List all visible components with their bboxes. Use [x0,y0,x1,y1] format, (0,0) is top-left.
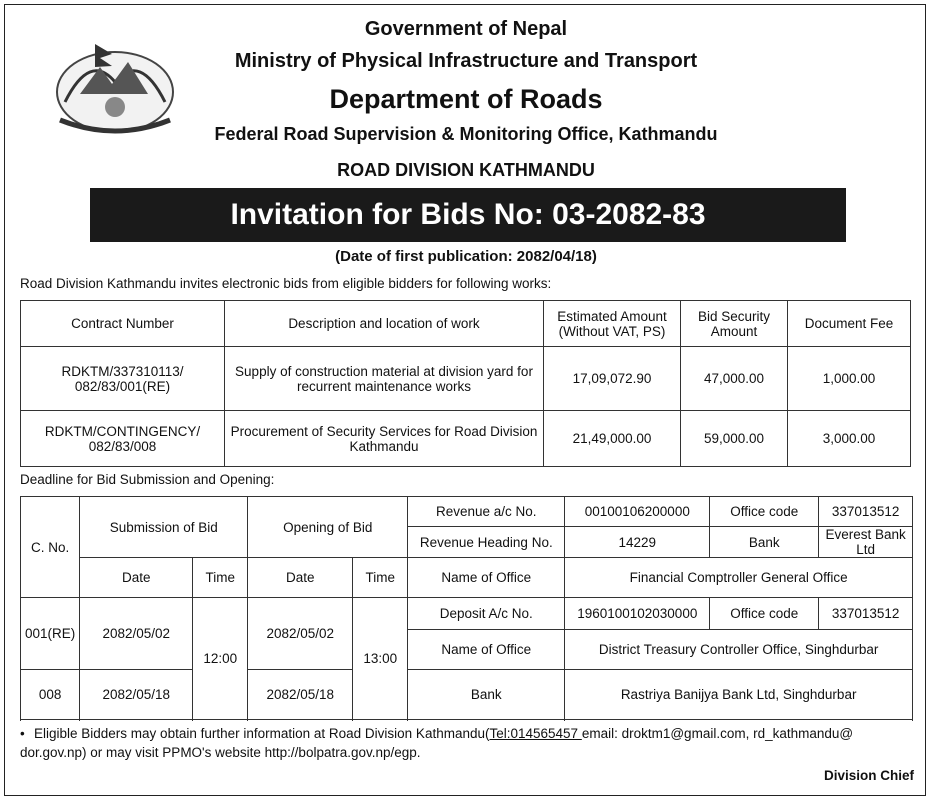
table-cell: 1960100102030000 [565,598,710,630]
phone-link[interactable]: Tel:014565457 [489,726,582,741]
table-cell: Bank [408,670,565,720]
table-cell: RDKTM/CONTINGENCY/ 082/83/008 [21,411,225,467]
table-cell: 17,09,072.90 [544,347,681,411]
table-cell: Supply of construction material at division yard for recurrent maintenance works [225,347,544,411]
table-cell: 337013512 [819,497,913,527]
table-cell: Rastriya Banijya Bank Ltd, Singhdurbar [565,670,913,720]
signature-label: Division Chief [823,768,914,783]
table-header: Estimated Amount (Without VAT, PS) [544,301,681,347]
table-cell: 00100106200000 [565,497,710,527]
table-cell: 337013512 [819,598,913,630]
deadline-label: Deadline for Bid Submission and Opening: [20,472,275,487]
bid-banner: Invitation for Bids No: 03-2082-83 [90,188,846,242]
table-cell: 2082/05/02 [80,598,193,670]
deadline-table [20,496,913,720]
bullet-icon: • [20,726,25,741]
table-cell: 2082/05/18 [248,670,353,720]
table-cell: Office code [710,497,819,527]
table-cell: Financial Comptroller General Office [565,558,913,598]
table-header: Document Fee [788,301,911,347]
table-cell: Office code [710,598,819,630]
table-header: Date [80,558,193,598]
table-cell: Procurement of Security Services for Road Division Kathmandu [225,411,544,467]
publication-date: (Date of first publication: 2082/04/18) [335,248,597,265]
table-cell: 1,000.00 [788,347,911,411]
division-title: ROAD DIVISION KATHMANDU [337,160,595,180]
table-header: Description and location of work [225,301,544,347]
table-header: Contract Number [21,301,225,347]
table-cell: Name of Office [408,630,565,670]
table-header: Submission of Bid [80,497,248,558]
table-cell: 2082/05/02 [248,598,353,670]
table-cell: 59,000.00 [681,411,788,467]
table-cell: 001(RE) [21,598,80,670]
table-header: Time [353,558,408,598]
table-cell: RDKTM/337310113/ 082/83/001(RE) [21,347,225,411]
table-cell: Deposit A/c No. [408,598,565,630]
note-text: email: droktm1@gmail.com, rd_kathmandu@ dor.gov.np) or may visit PPMO's website http://bolpatra.gov.np/egp. [20,726,854,760]
table-cell: District Treasury Controller Office, Singhdurbar [565,630,913,670]
note-text: Eligible Bidders may obtain further information at Road Division Kathmandu( [34,726,490,741]
info-note [20,724,915,762]
table-cell: 13:00 [353,598,408,720]
table-cell: 2082/05/18 [80,670,193,720]
table-header: Bid Security Amount [681,301,788,347]
table-cell: Everest Bank Ltd [819,527,913,558]
table-cell: Revenue a/c No. [408,497,565,527]
table-cell: Bank [710,527,819,558]
table-cell: 3,000.00 [788,411,911,467]
table-row [21,411,911,467]
works-table [20,300,911,467]
table-cell: Revenue Heading No. [408,527,565,558]
table-header: Opening of Bid [248,497,408,558]
intro-text: Road Division Kathmandu invites electronic bids from eligible bidders for following works: [20,276,552,291]
table-row [21,347,911,411]
table-cell: 21,49,000.00 [544,411,681,467]
ministry-title: Ministry of Physical Infrastructure and Transport [234,50,698,72]
govt-title: Government of Nepal [364,18,568,40]
table-header: C. No. [21,497,80,598]
office-title: Federal Road Supervision & Monitoring Office, Kathmandu [214,124,718,144]
table-cell: 008 [21,670,80,720]
department-title: Department of Roads [329,84,603,114]
table-cell: 47,000.00 [681,347,788,411]
table-cell: Name of Office [408,558,565,598]
table-header-row [21,301,911,347]
table-header: Time [193,558,248,598]
table-cell: 12:00 [193,598,248,720]
table-header: Date [248,558,353,598]
table-cell: 14229 [565,527,710,558]
